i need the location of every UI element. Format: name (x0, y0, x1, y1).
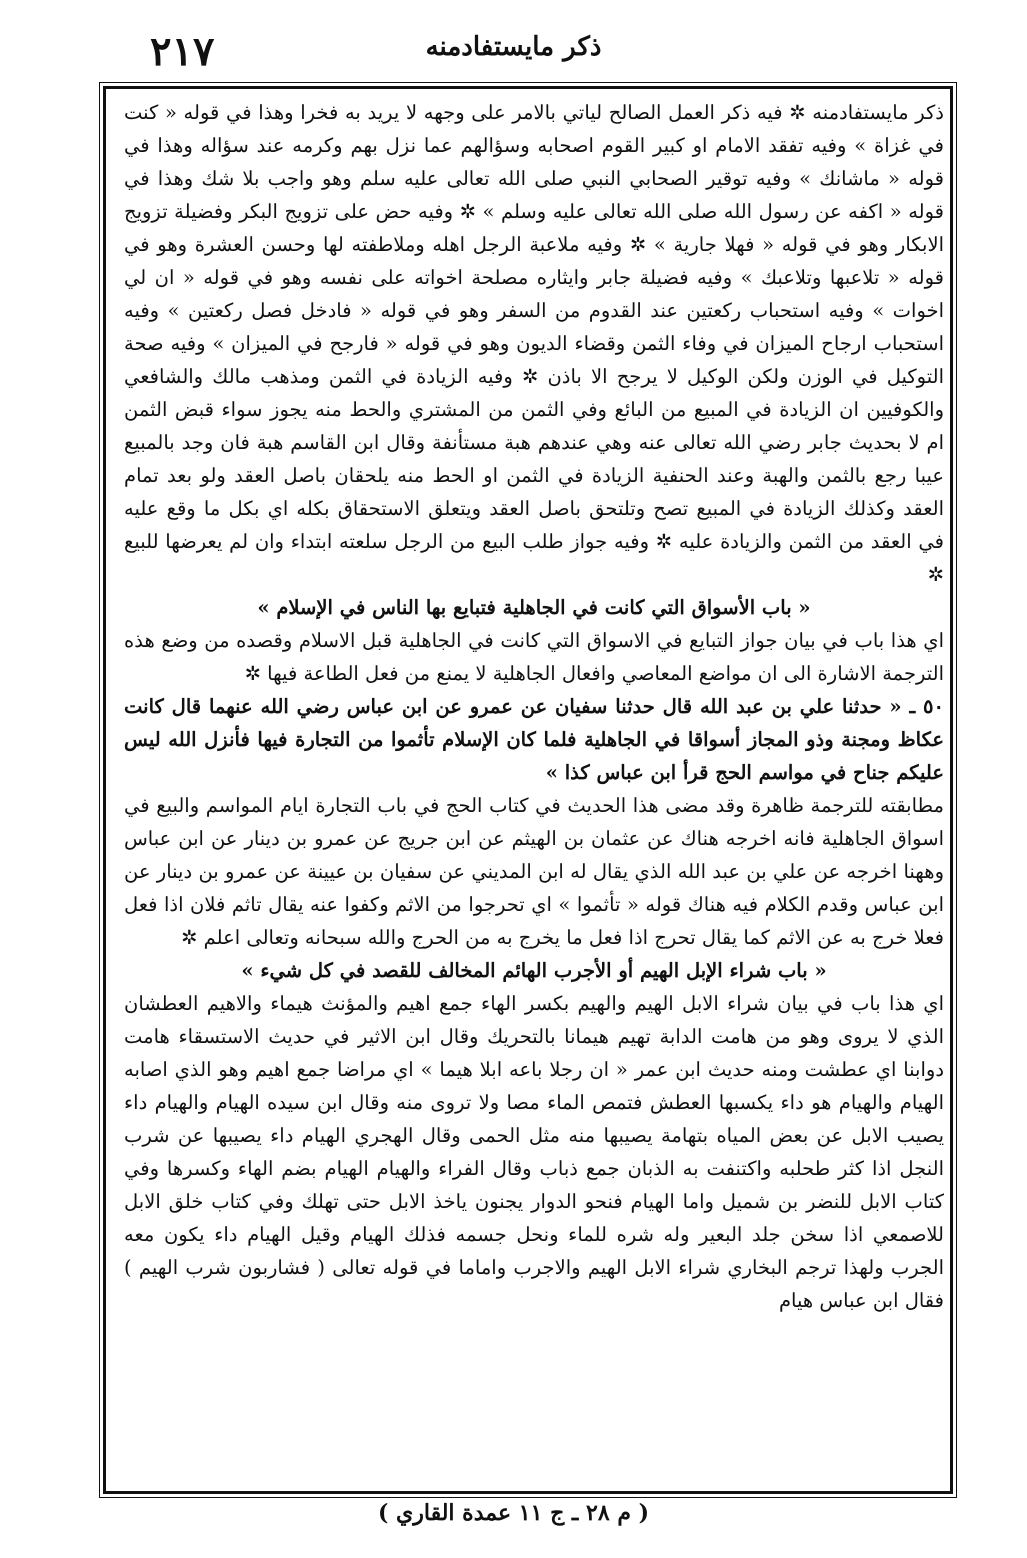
page-footer: ( م ٢٨ ـ ج ١١ عمدة القاري ) (377, 1500, 650, 1526)
commentary-paragraph-benefits: ذكر مايستفادمنه ✲ فيه ذكر العمل الصالح لياتي بالامر على وجهه لا يريد به فخرا وهذا في قوله « كنت في غزاة » وفيه تفقد الامام او كبير القوم اصحابه وسؤالهم عما نزل بهم وكرمه عند سؤاله وهذا في قوله « ماشانك » وفيه توقير الصحابي النبي صلى الله تعالى عليه سلم وهو واجب بلا شك وهذا في قوله « اكفه عن رسول الله صلى الله تعالى عليه وسلم » ✲ وفيه حض على تزويج البكر وفضيلة تزويج الابكار وهو في قوله « فهلا جارية » ✲ وفيه ملاعبة الرجل اهله وملاطفته لها وحسن العشرة وهو في قوله « تلاعبها وتلاعبك » وفيه فضيلة جابر وايثاره مصلحة اخواته على نفسه وهو في قوله « ان لي اخوات » وفيه استحباب ركعتين عند القدوم من السفر وهو في قوله « فادخل فصل ركعتين » وفيه استحباب ارجاح الميزان في وفاء الثمن وقضاء الديون وهو في قوله « فارجح في الميزان » وفيه صحة التوكيل في الوزن ولكن الوكيل لا يرجح الا باذن ✲ وفيه الزيادة في الثمن ومذهب مالك والشافعي والكوفيين ان الزيادة في المبيع من البائع وفي الثمن من المشتري والحط منه يجوز سواء قبض الثمن ام لا بحديث جابر رضي الله تعالى عنه وهي عندهم هبة مستأنفة وقال ابن القاسم هبة فان وجد بالمبيع عيبا رجع بالثمن والهبة وعند الحنفية الزيادة في الثمن او الحط منه يلحقان باصل العقد ولو بعد تمام العقد وكذلك الزيادة في المبيع تصح وتلتحق باصل العقد ويتعلق الاستحقاق بكله اي بكل ما وقع عليه في العقد من الثمن والزيادة عليه ✲ وفيه جواز طلب البيع من الرجل سلعته ابتداء وان لم يعرضها للبيع ✲ (124, 101, 944, 586)
page-body (124, 96, 944, 1488)
hadith-text: ٥٠ ـ « حدثنا علي بن عبد الله قال حدثنا سفيان عن عمرو عن ابن عباس رضي الله عنهما قال كانت عكاظ ومجنة وذو المجاز أسواقا في الجاهلية فلما كان الإسلام تأثموا من التجارة فيها فأنزل الله ليس عليكم جناح في مواسم الحج قرأ ابن عباس كذا » (124, 695, 944, 784)
commentary-paragraph-hadith: مطابقته للترجمة ظاهرة وقد مضى هذا الحديث في كتاب الحج في باب التجارة ايام المواسم والبيع في اسواق الجاهلية فانه اخرجه هناك عن عثمان بن الهيثم عن ابن جريج عن عمرو بن دينار عن ابن عباس وههنا اخرجه عن علي بن عبد الله الذي يقال له ابن المديني عن سفيان بن عيينة عن عمرو بن دينار عن ابن عباس وقدم الكلام فيه هناك قوله « تأثموا » اي تحرجوا من الاثم وكفوا عنه يقال تاثم فلان اذا فعل فعلا خرج به عن الاثم كما يقال تحرج اذا فعل ما يخرج به من الحرج والله سبحانه وتعالى اعلم ✲ (124, 794, 944, 949)
commentary-paragraph-chapter-intro: اي هذا باب في بيان جواز التبايع في الاسواق التي كانت في الجاهلية قبل الاسلام وقصده من وضع هذه الترجمة الاشارة الى ان مواضع المعاصي وافعال الجاهلية لا يمنع من فعل الطاعة فيها ✲ (124, 629, 944, 685)
running-head: ذكر مايستفادمنه (425, 32, 602, 62)
chapter-heading-camels: « باب شراء الإبل الهيم أو الأجرب الهائم المخالف للقصد في كل شيء » (241, 959, 827, 982)
chapter-heading-markets: « باب الأسواق التي كانت في الجاهلية فتبايع بها الناس في الإسلام » (257, 596, 811, 619)
page-number: ۲۱۷ (150, 28, 215, 75)
commentary-paragraph-camels: اي هذا باب في بيان شراء الابل الهيم والهيم بكسر الهاء جمع اهيم والمؤنث هيماء والاهيم العطشان الذي لا يروى وهو من هامت الدابة تهيم هيمانا بالتحريك وقال ابن الاثير في حديث الاستسقاء هامت دوابنا اي عطشت ومنه حديث ابن عمر « ان رجلا باعه ابلا هيما » اي مراضا جمع اهيم وهو الذي اصابه الهيام والهيام هو داء يكسبها العطش فتمص الماء مصا ولا تروى منه وقال ابن سيده الهيام والهيام داء يصيب الابل عن بعض المياه بتهامة يصيبها منه مثل الحمى وقال الهجري الهيام داء يصيبها عن شرب النجل اذا كثر طحلبه واكتنفت به الذبان جمع ذباب وقال الفراء والهيام الهيام بضم الهاء وكسرها وفي كتاب الابل للنضر بن شميل واما الهيام فنحو الدوار يجنون ياخذ الابل حتى تهلك وفي كتاب خلق الابل للاصمعي اذا سخن جلد البعير وله شره للماء ونحل جسمه فذلك الهيام وقيل الهيام داء يكون معه الجرب ولهذا ترجم البخاري شراء الابل الهيم والاجرب واماما في قوله تعالى ( فشاربون شرب الهيم ) فقال ابن عباس هيام (124, 992, 944, 1312)
